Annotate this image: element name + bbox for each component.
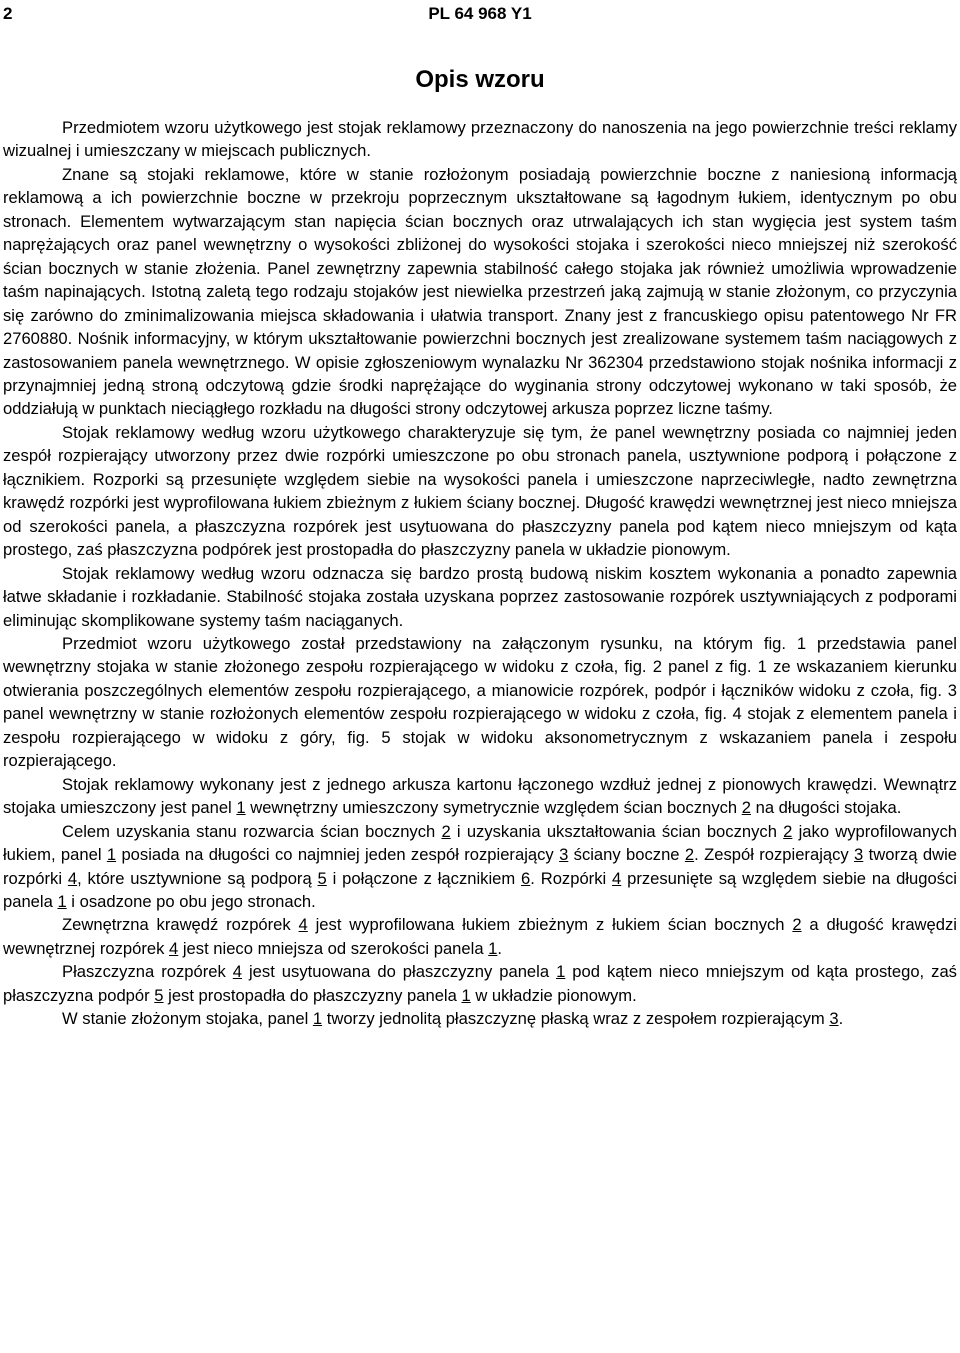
reference-numeral: 3 bbox=[854, 845, 864, 865]
text-segment: Zewnętrzna krawędź rozpórek bbox=[62, 915, 299, 935]
paragraph-p3: Stojak reklamowy według wzoru użytkowego charakteryzuje się tym, że panel wewnętrzny posiada co najmniej jeden zespół rozpierający utworzony przez dwie rozpórki umieszczone po obu stronach panela, usztywnione podporą i połączone z łącznikiem. Rozporki są przesunięte względem siebie na wysokości panela i umieszczone naprzeciwległe, nadto zewnętrzna krawędź rozpórki jest wyprofilowana łukiem zbieżnym z łukiem ściany bocznej. Długość krawędzi wewnętrznej jest nieco mniejsza od szerokości panela, a płaszczyzna rozpórek jest usytuowana do płaszczyzny panela pod kątem nieco mniejszym od kąta prostego, zaś płaszczyzna podpórek jest prostopadła do płaszczyzny panela w układzie pionowym. bbox=[3, 422, 957, 560]
document-id: PL 64 968 Y1 bbox=[428, 4, 532, 23]
text-segment: , które usztywnione są podporą bbox=[77, 868, 318, 888]
reference-numeral: 1 bbox=[556, 962, 566, 982]
text-segment: na długości stojaka. bbox=[750, 798, 902, 818]
text-segment: W stanie złożonym stojaka, panel bbox=[62, 1009, 313, 1029]
text-segment: a długość krawędzi wewnętrznej rozpórek bbox=[3, 915, 957, 958]
reference-numeral: 4 bbox=[169, 938, 179, 958]
text-segment: . Rozpórki bbox=[530, 868, 613, 888]
text-segment: . Zespół rozpierający bbox=[694, 845, 855, 865]
text-segment: jest nieco mniejsza od szerokości panela bbox=[178, 938, 489, 958]
text-segment: pod kątem nieco mniejszym od kąta prostego, zaś płaszczyzna podpór bbox=[3, 962, 957, 1005]
reference-numeral: 1 bbox=[488, 938, 498, 958]
reference-numeral: 4 bbox=[298, 915, 308, 935]
document-title: Opis wzoru bbox=[415, 66, 545, 93]
text-segment: . bbox=[497, 938, 503, 958]
reference-numeral: 4 bbox=[67, 868, 78, 888]
reference-numeral: 2 bbox=[741, 798, 751, 818]
reference-numeral: 1 bbox=[461, 985, 471, 1005]
text-segment: przesunięte są względem siebie na długości panela bbox=[3, 868, 957, 911]
paragraph-p7 bbox=[3, 820, 957, 914]
paragraph-p1: Przedmiotem wzoru użytkowego jest stojak reklamowy przeznaczony do nanoszenia na jego powierzchnie treści reklamy wizualnej i umieszczany w miejscach publicznych. bbox=[3, 118, 957, 161]
text-segment: Płaszczyzna rozpórek bbox=[62, 962, 233, 982]
reference-numeral: 5 bbox=[317, 868, 327, 888]
paragraph-p8 bbox=[3, 913, 957, 960]
text-segment: i połączone z łącznikiem bbox=[326, 868, 522, 888]
paragraph-p6 bbox=[3, 773, 957, 820]
reference-numeral: 1 bbox=[106, 845, 117, 865]
paragraph-p9 bbox=[3, 960, 957, 1007]
text-segment: . bbox=[838, 1009, 844, 1029]
reference-numeral: 4 bbox=[612, 868, 622, 888]
reference-numeral: 2 bbox=[783, 821, 793, 841]
text-segment: jest usytuowana do płaszczyzny panela bbox=[242, 962, 557, 982]
text-segment: ściany boczne bbox=[568, 845, 685, 865]
page-header bbox=[3, 4, 957, 28]
reference-numeral: 1 bbox=[236, 798, 246, 818]
text-segment: tworzy jednolitą płaszczyznę płaską wraz z zespołem rozpierającym bbox=[322, 1009, 830, 1029]
text-segment: jest prostopadła do płaszczyzny panela bbox=[163, 985, 462, 1005]
text-segment: wewnętrzny umieszczony symetrycznie względem ścian bocznych bbox=[245, 798, 742, 818]
text-segment: tworzą dwie rozpórki bbox=[3, 845, 957, 888]
page-number: 2 bbox=[3, 4, 13, 23]
reference-numeral: 2 bbox=[792, 915, 802, 935]
paragraph-p10 bbox=[3, 1007, 957, 1030]
reference-numeral: 6 bbox=[521, 868, 531, 888]
text-segment: jako wyprofilowanych łukiem, panel bbox=[3, 821, 957, 865]
paragraph-p4: Stojak reklamowy według wzoru odznacza się bardzo prostą budową niskim kosztem wykonania a ponadto zapewnia łatwe składanie i rozkładanie. Stabilność stojaka została uzyskana poprzez zastosowanie rozpórek usztywniających z podporami eliminując skomplikowane systemy taśm naciąganych. bbox=[3, 563, 957, 630]
text-segment: jest wyprofilowana łukiem zbieżnym z łukiem ścian bocznych bbox=[307, 915, 793, 935]
reference-numeral: 1 bbox=[312, 1009, 323, 1029]
text-segment: posiada na długości co najmniej jeden zespół rozpierający bbox=[116, 845, 560, 865]
reference-numeral: 5 bbox=[154, 985, 164, 1005]
reference-numeral: 1 bbox=[57, 891, 67, 911]
reference-numeral: 3 bbox=[829, 1009, 839, 1029]
reference-numeral: 2 bbox=[441, 821, 451, 841]
text-segment: i uzyskania ukształtowania ścian bocznych bbox=[450, 821, 784, 841]
reference-numeral: 2 bbox=[684, 845, 695, 865]
text-segment: Stojak reklamowy wykonany jest z jednego arkusza kartonu łączonego wzdłuż jednej z pionowych krawędzi. Wewnątrz stojaka umieszczony jest panel bbox=[3, 774, 957, 818]
description-body bbox=[3, 116, 957, 1031]
paragraph-p5: Przedmiot wzoru użytkowego został przedstawiony na załączonym rysunku, na którym fig. 1 przedstawia panel wewnętrzny stojaka w stanie złożonego zespołu rozpierającego w widoku z czoła, fig. 2 panel z fig. 1 ze wskazaniem kierunku otwierania poszczególnych elementów zespołu rozpierającego, a mianowicie rozpórek, podpór i łączników widoku z czoła, fig. 3 panel wewnętrzny w stanie rozłożonych elementów zespołu rozpierającego w widoku z czoła, fig. 4 stojak z elementem panela i zespołu rozpierającego w widoku z góry, fig. 5 stojak w widoku aksonometrycznym z wskazaniem panela i zespołu rozpierającego. bbox=[3, 633, 957, 771]
text-segment: i osadzone po obu jego stronach. bbox=[66, 891, 316, 911]
text-segment: Celem uzyskania stanu rozwarcia ścian bocznych bbox=[62, 821, 442, 841]
reference-numeral: 4 bbox=[232, 962, 242, 982]
text-segment: w układzie pionowym. bbox=[470, 985, 637, 1005]
paragraph-p2: Znane są stojaki reklamowe, które w stanie rozłożonym posiadają powierzchnie boczne z naniesioną informacją reklamową a ich powierzchnie boczne w przekroju poprzecznym ukształtowane są łagodnym łukiem, identycznym po obu stronach. Elementem wytwarzającym stan napięcia ścian bocznych oraz utrwalających ich stan wygięcia jest system taśm naprężających oraz panel wewnętrzny o wysokości zbliżonej do wysokości stojaka i szerokości nieco mniejszej niż szerokość ścian bocznych w stanie złożenia. Panel zewnętrzny zapewnia stabilność całego stojaka jak również umożliwia wprowadzenie taśm napinających. Istotną zaletą tego rodzaju stojaków jest niewielka przestrzeń jaką zajmują w stanie złożonym, co przyczynia się zarówno do zminimalizowania miejsca składowania i ułatwia transport. Znany jest z francuskiego opisu patentowego Nr FR 2760880. Nośnik informacyjny, w którym ukształtowanie powierzchni bocznych jest zrealizowane systemem taśm naciągowych z zastosowaniem panela wewnętrznego. W opisie zgłoszeniowym wynalazku Nr 362304 przedstawiono stojak nośnika informacji z przynajmniej jedną stroną odczytową gdzie środki naprężające do wyginania strony odczytowej wykonano w taki sposób, że oddziałują w punktach nieciągłego rozkładu na długości strony odczytowej arkusza poprzez liczne taśmy. bbox=[3, 164, 957, 419]
reference-numeral: 3 bbox=[559, 845, 569, 865]
